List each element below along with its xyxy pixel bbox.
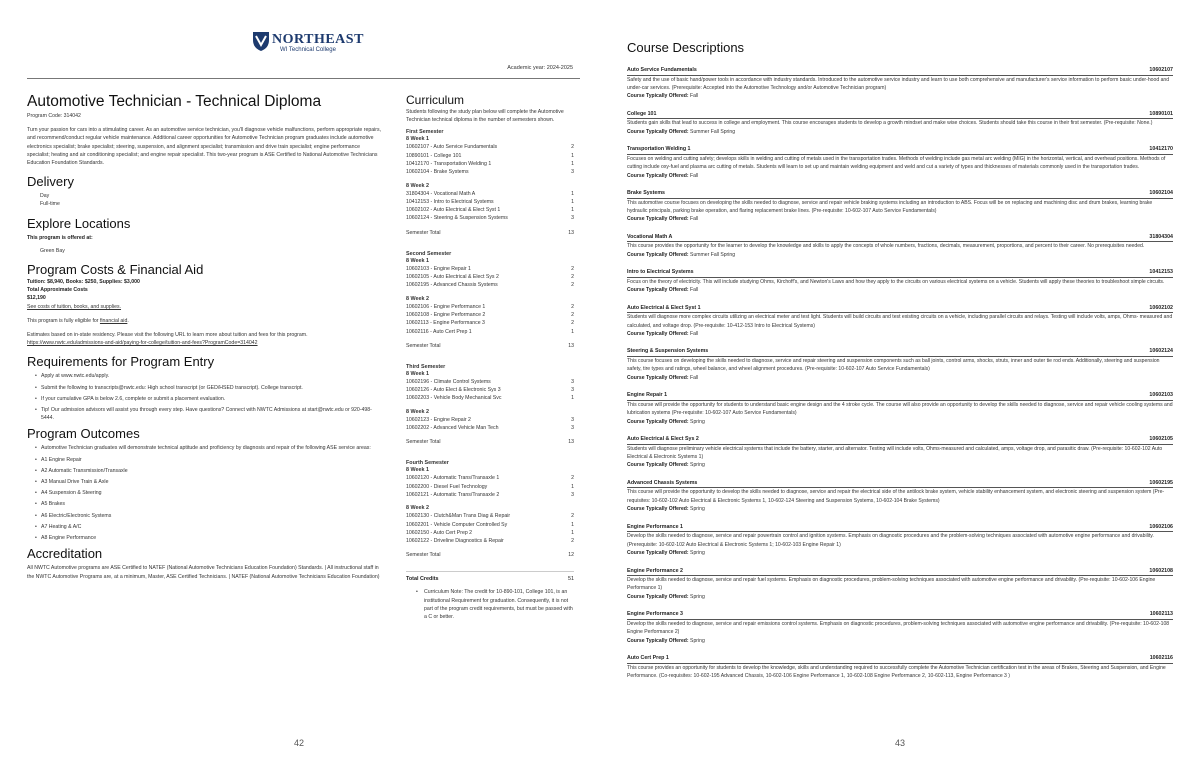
accreditation-heading: Accreditation xyxy=(27,546,103,562)
course-title: Auto Cert Prep 1 xyxy=(627,655,669,662)
offered-label: Course Typically Offered: xyxy=(627,550,689,557)
curriculum-row xyxy=(406,416,574,424)
course-desc-text: Focuses on welding and cutting safety; develops skills in welding and cutting of metals used in the transportation trades. Methods of welding include gas metal arc welding (MIG) in the horizontal, vertical, and overhead positions. Methods of cutting include oxy-fuel and plasma arc cutting of metals. Students will learn to set up and maintain welding equipment and weld and cut a variety of types and thicknesses of materials commonly used in the transportation trades. xyxy=(627,155,1166,171)
offered-terms: Fall xyxy=(690,216,699,223)
course-descriptions-list xyxy=(627,67,1173,691)
week-title: 8 Week 1 xyxy=(406,370,429,377)
course-credits: 2 xyxy=(571,475,574,482)
course-title: College 101 xyxy=(627,110,657,117)
semester-total-label: Semester Total xyxy=(406,552,441,559)
offered-terms: Summer Fall Spring xyxy=(690,128,736,135)
semesters-list xyxy=(406,129,574,559)
course-code: 10602107 xyxy=(1149,67,1173,73)
course-code: 31804304 xyxy=(1149,233,1173,240)
course-description xyxy=(627,524,1173,557)
curriculum-row xyxy=(406,491,574,499)
course-desc-text: Students gain skills that lead to success in college and employment. This course encourages students to develop a growth mindset and make wise choices. Students should take this course in their first semester. (Pre-requisite: None.) xyxy=(627,120,1153,127)
course-credits: 2 xyxy=(571,303,574,310)
college-logo xyxy=(252,30,362,58)
offered-label: Course Typically Offered: xyxy=(627,330,689,337)
curriculum-row xyxy=(406,168,574,176)
course-credits: 3 xyxy=(571,215,574,222)
list-item: • Submit the following to transcripts@nwtc.edu: High school transcript (or GED/HSED transcript). College transcript. xyxy=(35,384,382,392)
offered-label: Course Typically Offered: xyxy=(627,637,689,644)
total-credits-row xyxy=(406,571,574,583)
course-credits: 2 xyxy=(571,538,574,545)
course-code: 10602106 xyxy=(1149,523,1173,530)
semester-block xyxy=(406,364,574,446)
offered-terms: Summer Fall Spring xyxy=(690,251,736,258)
list-item: • A1 Engine Repair xyxy=(35,456,382,464)
costs-total: $12,190 xyxy=(27,295,46,302)
course-code: 10602116 xyxy=(1149,655,1173,662)
course-credits: 2 xyxy=(571,311,574,318)
semester-total-value: 12 xyxy=(568,552,574,559)
course-offered xyxy=(627,251,1173,259)
location-item[interactable]: Green Bay xyxy=(40,247,65,254)
course-offered xyxy=(627,330,1173,338)
course-code: 10602108 xyxy=(1149,567,1173,574)
course-header xyxy=(627,269,1173,278)
course-name: 10602104 - Brake Systems xyxy=(406,169,469,176)
course-name: 10602130 - Clutch&Man Trans Diag & Repair xyxy=(406,513,511,520)
course-title: Auto Electrical & Elect Syst 1 xyxy=(627,304,701,311)
semester-total-label: Semester Total xyxy=(406,229,441,236)
course-description xyxy=(627,305,1173,338)
costs-total-label: Total Approximate Costs xyxy=(27,287,88,294)
course-credits: 3 xyxy=(571,378,574,385)
semester-block xyxy=(406,129,574,236)
course-name: 10890101 - College 101 xyxy=(406,152,462,159)
week-title: 8 Week 2 xyxy=(406,505,429,512)
course-name: 10602201 - Vehicle Computer Controlled Sy xyxy=(406,521,508,528)
curriculum-row xyxy=(406,214,574,222)
offered-terms: Fall xyxy=(690,93,699,100)
curriculum-row xyxy=(406,190,574,198)
course-code: 10602103 xyxy=(1149,392,1173,399)
course-header xyxy=(627,655,1173,664)
course-header xyxy=(627,480,1173,489)
course-offered xyxy=(627,637,1173,645)
course-credits: 1 xyxy=(571,395,574,402)
course-title: Engine Performance 2 xyxy=(627,567,683,574)
offered-terms: Fall xyxy=(690,374,699,381)
curriculum-row xyxy=(406,521,574,529)
course-header xyxy=(627,146,1173,155)
course-offered xyxy=(627,374,1173,382)
course-credits: 1 xyxy=(571,198,574,205)
course-description xyxy=(627,67,1173,100)
outcomes-list xyxy=(27,444,382,542)
course-description xyxy=(627,269,1173,294)
list-item: • A7 Heating & A/C xyxy=(35,523,382,531)
course-desc-text: Focus on the theory of electricity. This will include studying Ohms, Kirchoff's, and Newton's Laws and how they apply to the circuits on various electrical systems on a vehicle. Students will apply these theories to troubleshoot simple circuits. xyxy=(627,278,1165,285)
curriculum-row xyxy=(406,198,574,206)
course-credits: 1 xyxy=(571,328,574,335)
curriculum-row xyxy=(406,273,574,281)
curriculum-row xyxy=(406,143,574,151)
semester-block xyxy=(406,460,574,559)
header-divider xyxy=(27,78,580,79)
course-credits: 2 xyxy=(571,265,574,272)
locations-heading: Explore Locations xyxy=(27,215,131,231)
course-name: 10602120 - Automatic Trans/Transaxle 1 xyxy=(406,475,500,482)
offered-terms: Spring xyxy=(690,637,705,644)
costs-heading: Program Costs & Financial Aid xyxy=(27,262,204,278)
list-item: • A2 Automatic Transmission/Transaxle xyxy=(35,467,382,475)
course-name: 10602203 - Vehicle Body Mechanical Svc xyxy=(406,395,502,402)
course-header xyxy=(627,234,1173,243)
course-offered xyxy=(627,286,1173,294)
course-code: 10602195 xyxy=(1149,479,1173,486)
semester-total-row xyxy=(406,342,574,350)
course-name: 10602150 - Auto Cert Prep 2 xyxy=(406,529,473,536)
course-name: 10412153 - Intro to Electrical Systems xyxy=(406,198,494,205)
offered-terms: Fall xyxy=(690,287,699,294)
course-description xyxy=(627,146,1173,179)
course-name: 10602195 - Advanced Chassis Systems xyxy=(406,282,498,289)
course-desc-text: This course focuses on developing the skills needed to diagnose, service and repair steering and suspension components such as ball joints, control arms, shocks, struts, inner and outer tie rod ends. Additionally, steering and suspension safety, tire types and ratings, wheel balance, and wheel alignment procedures. (Pre-requisite: 10-602-107 Auto Service Fundamentals) xyxy=(627,357,1160,373)
course-desc-text: Develop the skills needed to diagnose, service and repair powertrain control and ignition systems. Emphasis on diagnostic procedures and the problem-solving techniques associated with automotive engine performance and drivability. (Prerequisite: 10-602-102 Auto Electrical & Electronic Systems 1; 10-602-103 Engine Repair 1) xyxy=(627,533,1154,548)
week-title: 8 Week 1 xyxy=(406,136,429,143)
course-credits: 2 xyxy=(571,282,574,289)
list-item: • A3 Manual Drive Train & Axle xyxy=(35,478,382,486)
total-credits-value: 51 xyxy=(568,576,574,583)
curriculum-row xyxy=(406,537,574,545)
course-offered xyxy=(627,549,1173,557)
course-credits: 2 xyxy=(571,513,574,520)
offered-label: Course Typically Offered: xyxy=(627,418,689,425)
course-name: 10602105 - Auto Electrical & Elect Sys 2 xyxy=(406,274,499,281)
course-name: 10602108 - Engine Performance 2 xyxy=(406,311,486,318)
program-column xyxy=(27,92,382,581)
financial-aid-link[interactable]: financial aid xyxy=(99,317,128,324)
course-title: Engine Performance 3 xyxy=(627,611,683,618)
course-description xyxy=(627,190,1173,223)
course-name: 10602126 - Auto Elect & Electronic Sys 3 xyxy=(406,387,501,394)
outcomes-heading: Program Outcomes xyxy=(27,426,140,442)
course-credits: 2 xyxy=(571,144,574,151)
curriculum-row xyxy=(406,328,574,336)
list-item: • A8 Engine Performance xyxy=(35,534,382,542)
course-code: 10412170 xyxy=(1149,146,1173,153)
semester-total-row xyxy=(406,438,574,446)
course-name: 10602121 - Automatic Trans/Transaxle 2 xyxy=(406,491,500,498)
offered-label: Course Typically Offered: xyxy=(627,251,689,258)
course-header xyxy=(627,305,1173,314)
curriculum-row xyxy=(406,512,574,520)
locations-label: This program is offered at: xyxy=(27,234,93,241)
course-credits: 1 xyxy=(571,207,574,214)
course-credits: 1 xyxy=(571,190,574,197)
financial-aid-line xyxy=(27,317,382,325)
curriculum-intro: Students following the study plan below will complete the Automotive Technician technical diploma in the number of semesters shown. xyxy=(406,109,564,124)
program-title: Automotive Technician - Technical Diploma xyxy=(27,93,322,110)
course-credits: 3 xyxy=(571,169,574,176)
offered-label: Course Typically Offered: xyxy=(627,506,689,513)
course-header xyxy=(627,524,1173,533)
course-code: 10412153 xyxy=(1149,269,1173,276)
course-code: 10602124 xyxy=(1149,348,1173,355)
course-header xyxy=(627,67,1173,76)
course-description xyxy=(627,655,1173,680)
course-desc-text: Develop the skills needed to diagnose, service and repair emissions control systems. Emphasis on diagnostic procedures, problem-solving techniques associated with automotive engine performance and drivability. (Pre-requisite: 10-602-108 Engine Performance 2) xyxy=(627,620,1170,636)
course-name: 10602102 - Auto Electrical & Elect Syst 1 xyxy=(406,207,501,214)
course-title: Brake Systems xyxy=(627,190,665,197)
week-title: 8 Week 2 xyxy=(406,295,429,302)
curriculum-row xyxy=(406,265,574,273)
course-offered xyxy=(627,593,1173,601)
course-title: Vocational Math A xyxy=(627,233,673,240)
offered-terms: Spring xyxy=(690,506,705,513)
curriculum-heading: Curriculum xyxy=(406,93,465,107)
curriculum-row xyxy=(406,160,574,168)
course-offered xyxy=(627,128,1173,136)
course-offered xyxy=(627,215,1173,223)
course-header xyxy=(627,190,1173,199)
course-title: Auto Service Fundamentals xyxy=(627,67,697,73)
course-code: 10602113 xyxy=(1149,611,1173,618)
semester-total-row xyxy=(406,551,574,559)
curriculum-row xyxy=(406,386,574,394)
week-title: 8 Week 1 xyxy=(406,257,429,264)
semester-block xyxy=(406,251,574,350)
course-name: 10602106 - Engine Performance 1 xyxy=(406,303,486,310)
offered-label: Course Typically Offered: xyxy=(627,374,689,381)
curriculum-row xyxy=(406,303,574,311)
list-item: • A4 Suspension & Steering xyxy=(35,489,382,497)
academic-year: Academic year: 2024-2025 xyxy=(507,65,573,71)
offered-label: Course Typically Offered: xyxy=(627,593,689,600)
course-desc-text: Students will diagnose preliminary vehicle electrical systems that include the battery, starter, and alternator. Testing will include volts, Ohms-measured and calculated, amps, voltage drop, and parasitic draw. (Pre-requisite: 10-602-102 Auto Electrical & Electronic Systems 1) xyxy=(627,445,1163,460)
list-item: • Apply at www.nwtc.edu/apply. xyxy=(35,372,382,380)
offered-label: Course Typically Offered: xyxy=(627,93,689,100)
course-description xyxy=(627,234,1173,259)
curriculum-row xyxy=(406,319,574,327)
course-description xyxy=(627,568,1173,601)
costs-breakdown: Tuition: $8,940, Books: $250, Supplies: $3,000 xyxy=(27,279,140,286)
semester-title: First Semester xyxy=(406,129,444,136)
course-offered xyxy=(627,461,1173,469)
list-item: • A5 Brakes xyxy=(35,500,382,508)
course-desc-text: Develop the skills needed to diagnose, service and repair fuel systems. Emphasis on diagnostic procedures, problem-solving techniques associated with automotive engine performance and drivability. (Pre-requisite: 10-602-106 Engine Performance 1) xyxy=(627,577,1156,592)
curriculum-row xyxy=(406,474,574,482)
course-desc-text: Students will diagnose more complex circuits utilizing an electrical meter and test light. Students will build circuits and test existing circuits on a vehicle, including parallel circuits and relays. Testing will include volts, amps, Ohms- measured and calculated, and voltage drop. (Pre-requisite: 10-412-153 Intro to Electrical Systems) xyxy=(627,314,1173,329)
course-title: Engine Performance 1 xyxy=(627,523,683,530)
semester-total-value: 13 xyxy=(568,439,574,446)
course-description xyxy=(627,392,1173,425)
offered-terms: Fall xyxy=(690,172,699,179)
week-title: 8 Week 1 xyxy=(406,467,429,474)
course-description xyxy=(627,480,1173,513)
semester-total-value: 13 xyxy=(568,342,574,349)
course-code: 10602105 xyxy=(1149,436,1173,443)
delivery-heading: Delivery xyxy=(27,174,74,190)
semester-title: Third Semester xyxy=(406,363,446,370)
course-desc-text: This course will provide the opportunity for students to understand basic engine design and the 4 stroke cycle. The course will also provide an opportunity to develop the skills needed to diagnose, service and repair vehicle cooling systems and lubrication systems (Pre-requisite: 10-602-107 Auto Service Fundamentals) xyxy=(627,401,1173,417)
curriculum-row xyxy=(406,206,574,214)
course-credits: 1 xyxy=(571,161,574,167)
course-description xyxy=(627,611,1173,644)
course-name: 10602123 - Engine Repair 2 xyxy=(406,416,471,423)
course-code: 10602102 xyxy=(1149,304,1173,311)
offered-terms: Spring xyxy=(690,418,705,425)
course-header xyxy=(627,568,1173,577)
course-offered xyxy=(627,92,1173,100)
offered-terms: Spring xyxy=(690,462,705,469)
course-credits: 1 xyxy=(571,529,574,536)
course-credits: 3 xyxy=(571,491,574,498)
course-desc-text: Safety and the use of basic hand/power tools in accordance with industry standards. Introduced to the automotive service industry and learn to use both comprehensive and manufacturer's service information to perform basic under-hood and under-car services. (Prerequisite: Accepted into the Automotive Technology and/or Automotive Technician program) xyxy=(627,76,1170,91)
course-credits: 1 xyxy=(571,152,574,159)
accreditation-text: All NWTC Automotive programs are ASE Certified to NATEF (National Automotive Technicians Education Foundation) Standards. | All instructional staff in the NWTC Automotive Programs are, at a minimum, Master, ASE Certified Technicians. | NATEF (National Automotive Technicians Education Foundation) xyxy=(27,565,380,580)
week-title: 8 Week 2 xyxy=(406,408,429,415)
offered-label: Course Typically Offered: xyxy=(627,172,689,179)
course-header xyxy=(627,111,1173,120)
course-offered xyxy=(627,172,1173,180)
curriculum-note: • Curriculum Note: The credit for 10-890-101, College 101, is an institutional Requirement for graduation. Consequently, it is not part of the program credit requirements, but must be passed with a C or better. xyxy=(406,588,574,621)
course-name: 10602116 - Auto Cert Prep 1 xyxy=(406,328,472,335)
curriculum-row xyxy=(406,152,574,160)
week-title: 8 Week 2 xyxy=(406,182,429,189)
program-intro: Turn your passion for cars into a stimulating career. As an automotive service technician, you'll diagnose vehicle malfunctions, perform appropriate repairs, and recommend/conduct regular vehicle maintenance. Additional career opportunities for Automotive Technician program graduates include automotive electronics specialist; brake specialist; steering, suspension, and alignment specialist; transmission and drive train specialist; engine performance specialist; heating and air conditioning specialist; and engine repair specialist. This two-year program is ASE Certified to National Automotive Technicians Education Foundation Standards. xyxy=(27,127,382,167)
course-offered xyxy=(627,418,1173,426)
curriculum-row xyxy=(406,394,574,402)
course-header xyxy=(627,436,1173,445)
semester-total-value: 13 xyxy=(568,229,574,236)
course-credits: 2 xyxy=(571,274,574,281)
offered-label: Course Typically Offered: xyxy=(627,462,689,469)
offered-terms: Spring xyxy=(690,550,705,557)
course-name: 10602122 - Driveline Diagnostics & Repair xyxy=(406,538,504,545)
list-item: • A6 Electric/Electronic Systems xyxy=(35,512,382,520)
right-page xyxy=(600,0,1200,776)
semester-title: Fourth Semester xyxy=(406,460,449,467)
semester-title: Second Semester xyxy=(406,250,452,257)
semester-total-label: Semester Total xyxy=(406,439,441,446)
tuition-url-link[interactable]: https://www.nwtc.edu/admissions-and-aid/paying-for-college/tuition-and-fees?ProgramCode=314042 xyxy=(27,340,258,347)
curriculum-row xyxy=(406,424,574,432)
course-credits: 1 xyxy=(571,521,574,528)
offered-terms: Spring xyxy=(690,593,705,600)
course-credits: 2 xyxy=(571,320,574,327)
course-description xyxy=(627,436,1173,469)
course-name: 10602196 - Climate Control Systems xyxy=(406,378,491,385)
course-credits: 3 xyxy=(571,416,574,423)
curriculum-row xyxy=(406,529,574,537)
financial-aid-period: . xyxy=(127,317,129,324)
logo-subtitle: WI Technical College xyxy=(280,47,336,53)
course-name: 10602202 - Advanced Vehicle Man Tech xyxy=(406,425,499,432)
course-credits: 3 xyxy=(571,425,574,432)
course-name: 31804304 - Vocational Math A xyxy=(406,190,476,197)
course-code: 10890101 xyxy=(1149,110,1173,117)
course-name: 10412170 - Transportation Welding 1 xyxy=(406,161,492,167)
course-desc-text: This automotive course focuses on developing the skills needed to diagnose, service and repair vehicle braking systems including an introduction to ABS. Focus will be on replacing and machining disc and drum brakes, learning brake hydraulic principals, parking brake operation, and flaring replacement brake lines. (Pre-requisite: 10-602-107 Auto Service Fundamentals) xyxy=(627,199,1153,214)
course-title: Engine Repair 1 xyxy=(627,392,668,399)
course-desc-text: This course provides the opportunity for the learner to develop the knowledge and skills to apply the concepts of whole numbers, fractions, decimals, measurement, proportions, and percent to their career. No prerequisites needed. xyxy=(627,243,1145,250)
offered-terms: Fall xyxy=(690,330,699,337)
list-item: • If your cumulative GPA is below 2.6, complete or submit a placement evaluation. xyxy=(35,395,382,403)
offered-label: Course Typically Offered: xyxy=(627,287,689,294)
requirements-heading: Requirements for Program Entry xyxy=(27,354,215,370)
course-desc-text: This course will provide the opportunity to develop the skills needed to diagnose, service and repair the electrical side of the antilock brake system, vehicle stability enhancement system, and electronic steering and suspension system (Pre-requisites: 10-602-102 Auto Electrical & Electronic Systems 1, 10-602-124 Steering and Suspension Systems, 10-602-104 Brake Systems) xyxy=(627,489,1165,504)
page-number-left: 42 xyxy=(294,738,305,748)
course-name: 10602107 - Auto Service Fundamentals xyxy=(406,144,498,151)
course-title: Auto Electrical & Elect Sys 2 xyxy=(627,436,699,443)
course-desc-text: This course provides an opportunity for students to develop the knowledge, skills and understanding required to successfully complete the Automotive Technician certification test in the areas of Brakes, Steering and Suspension, and Engine Performance. (Co-requisites: 10-602-195 Advanced Chassis, 10-602-106 Engine Performance 1, 10-602-108 Engine Performance 2, 10-602-113, Engine Performance 3 ) xyxy=(627,664,1166,680)
curriculum-column xyxy=(406,92,574,621)
list-item: • Tip! Our admission advisors will assist you through every step. Have questions? Connect with NWTC Admissions at start@nwtc.edu or 920-498-5444. xyxy=(35,406,382,422)
semester-total-row xyxy=(406,229,574,237)
course-title: Steering & Suspension Systems xyxy=(627,348,709,355)
curriculum-row xyxy=(406,311,574,319)
financial-aid-text: This program is fully eligible for xyxy=(27,317,100,324)
delivery-item: Day xyxy=(40,193,50,200)
course-description xyxy=(627,111,1173,136)
descriptions-heading: Course Descriptions xyxy=(627,40,745,55)
course-title: Intro to Electrical Systems xyxy=(627,269,694,276)
course-description xyxy=(627,348,1173,381)
costs-link[interactable]: See costs of tuition, books, and supplies. xyxy=(27,303,122,310)
curriculum-row xyxy=(406,483,574,491)
course-header xyxy=(627,611,1173,620)
program-code: Program Code: 314042 xyxy=(27,113,81,119)
total-credits-label: Total Credits xyxy=(406,576,439,583)
semester-total-label: Semester Total xyxy=(406,342,441,349)
curriculum-row xyxy=(406,281,574,289)
curriculum-row xyxy=(406,378,574,386)
logo-name: NORTHEAST xyxy=(272,32,364,47)
course-name: 10602124 - Steering & Suspension Systems xyxy=(406,215,508,222)
course-credits: 3 xyxy=(571,387,574,394)
course-code: 10602104 xyxy=(1149,190,1173,197)
requirements-list xyxy=(27,372,382,422)
course-name: 10602103 - Engine Repair 1 xyxy=(406,265,471,272)
course-title: Advanced Chassis Systems xyxy=(627,479,698,486)
offered-label: Course Typically Offered: xyxy=(627,216,689,223)
course-title: Transportation Welding 1 xyxy=(627,146,691,153)
costs-estimate: Estimates based on in-state residency. Please visit the following URL to learn more about tuition and fees for this program. xyxy=(27,332,308,339)
course-header xyxy=(627,392,1173,401)
page-number-right: 43 xyxy=(895,738,906,748)
offered-label: Course Typically Offered: xyxy=(627,128,689,135)
course-name: 10602113 - Engine Performance 3 xyxy=(406,320,485,327)
course-credits: 1 xyxy=(571,483,574,490)
delivery-item: Full-time xyxy=(40,201,60,208)
list-item: • Automotive Technician graduates will demonstrate technical aptitude and proficiency by diagnosis and repair of the following ASE service areas: xyxy=(35,444,382,452)
course-name: 10602200 - Diesel Fuel Technology xyxy=(406,483,488,490)
course-header xyxy=(627,348,1173,357)
shield-logo-icon xyxy=(252,30,270,52)
course-offered xyxy=(627,505,1173,513)
